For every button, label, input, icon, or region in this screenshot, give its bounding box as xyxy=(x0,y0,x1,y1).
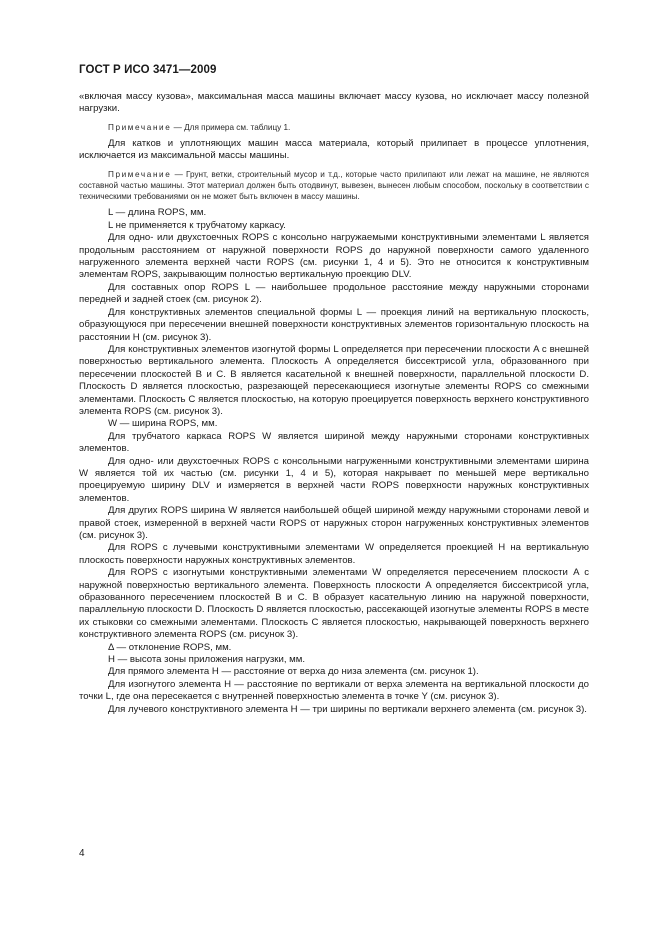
paragraph: Для одно- или двухстоечных ROPS с консольными нагруженными конструктивными элементами ширина W является той их частью (см. рисунки 1, 4 и 5), которая накрывает по меньшей мере вертикально проецируемую ширину DLV и измеряется в верхней части ROPS поверхности наружных конструктивных элементов. xyxy=(79,455,589,504)
paragraph-rollers: Для катков и уплотняющих машин масса материала, который прилипает в процессе уплотнения, исключается из максимальной массы машины. xyxy=(79,138,589,162)
note-label: Примечание xyxy=(108,122,172,132)
paragraph: Для конструктивных элементов специальной формы L — проекция линий на вертикальную плоскость, образующуюся при пересечении внешней поверхности конструктивных элементов горизонтальную плоскость на расстоянии H (см. рисунок 3). xyxy=(79,306,589,343)
paragraph: L не применяется к трубчатому каркасу. xyxy=(108,219,286,231)
definition-height: H — высота зоны приложения нагрузки, мм. xyxy=(108,654,306,666)
definition-width: W — ширина ROPS, мм. xyxy=(108,418,218,430)
paragraph: Для конструктивных элементов изогнутой формы L определяется при пересечении плоскости A с внешней поверхностью вертикального элемента. Плоскость A определяется биссектрисой угла, образованного при пересечении плоскостей B и C. B является касательной к внешней поверхности, параллельной плоскости D. Плоскость D является плоскостью, разрезающей пересекающиеся изогнутые элементы ROPS со смежными элементами. Плоскость C является плоскостью, на которую проецируется поверхность верхнего конструктивного элемента ROPS (см. рисунок 3). xyxy=(79,343,589,417)
paragraph: Для составных опор ROPS L — наибольшее продольное расстояние между наружными сторонами передней и задней стоек (см. рисунок 2). xyxy=(79,281,589,306)
paragraph: Для прямого элемента H — расстояние от верха до низа элемента (см. рисунок 1). xyxy=(108,666,479,678)
paragraph: Для изогнутого элемента H — расстояние по вертикали от верха элемента на вертикальной плоскости до точки L, где она пересекается с внутренней поверхностью элемента в точке Y (см. рисунок 3). xyxy=(79,678,589,703)
paragraph: Для трубчатого каркаса ROPS W является шириной между наружными сторонами конструктивных элементов. xyxy=(79,430,589,455)
page-number: 4 xyxy=(79,848,85,859)
document-header: ГОСТ Р ИСО 3471—2009 xyxy=(79,64,217,76)
note-label: Примечание xyxy=(108,169,172,179)
paragraph-continuation: «включая массу кузова», максимальная масса машины включает массу кузова, но исключает массу полезной нагрузки. xyxy=(79,91,589,115)
paragraph: Для ROPS с изогнутыми конструктивными элементами W определяется пересечением плоскости A с наружной поверхностью вертикального элемента. Поверхность плоскости A определяется биссектрисой угла, образованного пересечением плоскостей B и C. В образует касательную линию на наружной поверхности, параллельную плоскости D. Плоскость D является плоскостью, рассекающей изогнутые элементы ROPS в месте их стыковки со смежными элементами. Плоскость C является плоскостью, накрывающей поверхность верхнего конструктивного элемента ROPS (см. рисунок 3). xyxy=(79,567,589,641)
paragraph: Для других ROPS ширина W является наибольшей общей шириной между наружными сторонами левой и правой стоек, измеренной в верхней части ROPS от наружных сторон нагруженных конструктивных элементов (см. рисунок 3). xyxy=(79,505,589,541)
paragraph: Для лучевого конструктивного элемента H — три ширины по вертикали верхнего элемента (см. рисунок 3). xyxy=(108,703,587,715)
note-2: Примечание — Грунт, ветки, строительный мусор и т.д., которые часто прилипают или лежат на машине, не являются составной частью машины. Этот материал должен быть отодвинут, вывезен, вынесен любым способом, поскольку в соответствии с техническими требованиями он не может быть включен в массу машины. xyxy=(79,169,589,202)
paragraph: Для ROPS с лучевыми конструктивными элементами W определяется проекцией H на вертикальную плоскость поверхности наружных конструктивных элементов. xyxy=(79,542,589,566)
definition-deflection: Δ — отклонение ROPS, мм. xyxy=(108,641,232,653)
note-1: Примечание — Для примера см. таблицу 1. xyxy=(108,122,291,132)
document-body xyxy=(79,91,589,716)
paragraph: Для одно- или двухстоечных ROPS с консольно нагружаемыми конструктивными элементами L является продольным расстоянием от наружной поверхности ROPS до наружной поверхности самого удаленного нагруженного элемента верхней части ROPS (см. рисунки 1, 4 и 5). Это не относится к конструктивным элементам ROPS, закрывающим полностью вертикальную проекцию DLV. xyxy=(79,232,589,281)
definition-length: L — длина ROPS, мм. xyxy=(108,207,207,219)
